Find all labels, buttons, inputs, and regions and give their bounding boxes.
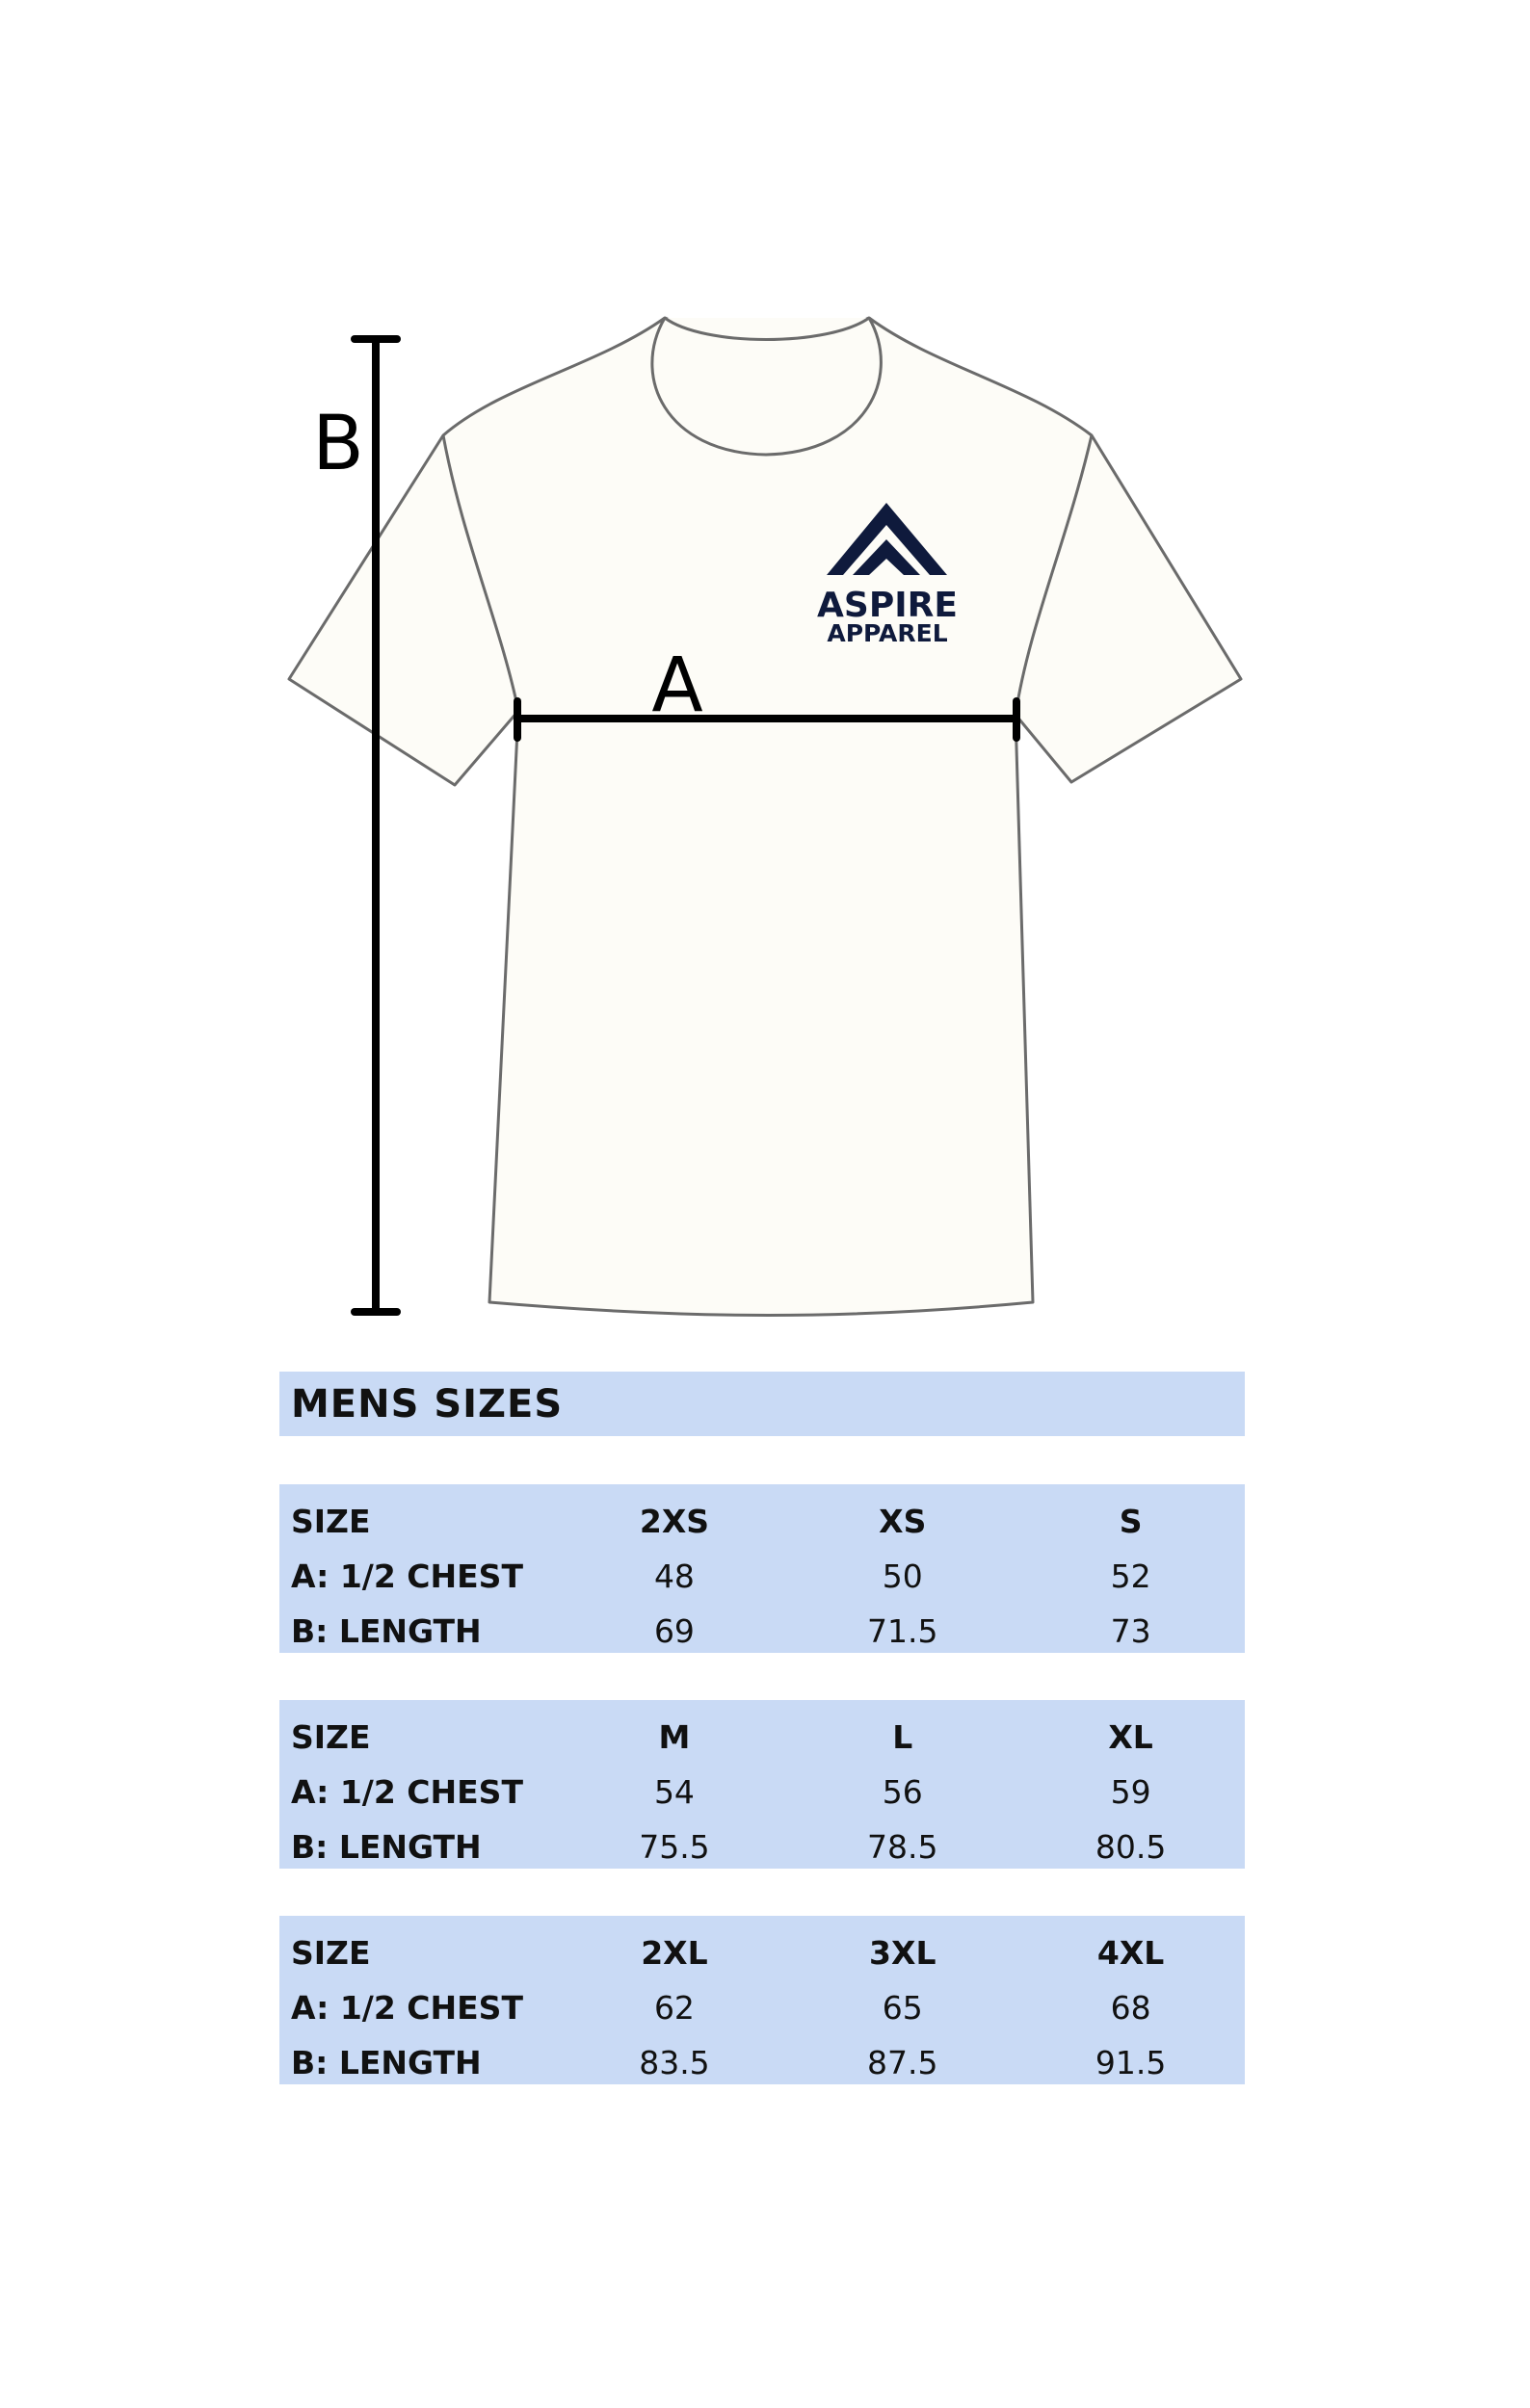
logo-line-1: ASPIRE	[817, 586, 958, 625]
table-row-length	[279, 2035, 1245, 2090]
length-cell: 83.5	[639, 2044, 710, 2081]
chest-cell: 52	[1110, 1557, 1151, 1595]
size-cell: 4XL	[1096, 1934, 1165, 1972]
length-cell: 69	[653, 1612, 695, 1650]
chest-cell: 54	[653, 1773, 695, 1811]
row-label: B: LENGTH	[291, 2044, 482, 2081]
length-cell: 75.5	[639, 1828, 710, 1866]
size-cell: XS	[879, 1503, 927, 1540]
row-label: B: LENGTH	[291, 1612, 482, 1650]
section-title-mens-sizes: MENS SIZES	[279, 1372, 1245, 1436]
logo-line-2: APPAREL	[827, 619, 948, 647]
length-cell: 78.5	[867, 1828, 938, 1866]
table-row-length	[279, 1819, 1245, 1874]
size-table-2	[279, 1700, 1245, 1869]
table-row-length	[279, 1604, 1245, 1659]
chest-cell: 65	[882, 1989, 923, 2027]
tshirt-outline	[289, 318, 1241, 1316]
size-table-1	[279, 1484, 1245, 1653]
chest-cell: 48	[653, 1557, 695, 1595]
chest-cell: 68	[1110, 1989, 1151, 2027]
row-label: SIZE	[291, 1934, 371, 1972]
table-row-chest	[279, 1765, 1245, 1819]
chest-cell: 50	[882, 1557, 923, 1595]
chest-cell: 62	[653, 1989, 695, 2027]
length-cell: 73	[1110, 1612, 1151, 1650]
chest-cell: 59	[1110, 1773, 1151, 1811]
table-row-size	[279, 1925, 1245, 1980]
table-row-size	[279, 1710, 1245, 1765]
length-cell: 71.5	[867, 1612, 938, 1650]
length-cell: 80.5	[1095, 1828, 1167, 1866]
size-table-3	[279, 1916, 1245, 2084]
table-row-chest	[279, 1980, 1245, 2035]
row-label: A: 1/2 CHEST	[291, 1773, 523, 1811]
size-cell: L	[892, 1718, 913, 1756]
table-row-chest	[279, 1549, 1245, 1604]
dimension-label-a: A	[651, 642, 703, 729]
size-cell: 3XL	[869, 1934, 936, 1972]
row-label: A: 1/2 CHEST	[291, 1989, 523, 2027]
row-label: A: 1/2 CHEST	[291, 1557, 523, 1595]
row-label: SIZE	[291, 1718, 371, 1756]
length-cell: 91.5	[1095, 2044, 1167, 2081]
size-cell: XL	[1108, 1718, 1153, 1756]
length-cell: 87.5	[867, 2044, 938, 2081]
chest-cell: 56	[882, 1773, 923, 1811]
row-label: B: LENGTH	[291, 1828, 482, 1866]
row-label: SIZE	[291, 1503, 371, 1540]
table-row-size	[279, 1494, 1245, 1549]
size-cell: 2XL	[641, 1934, 708, 1972]
size-cell: M	[658, 1718, 691, 1756]
dimension-label-b: B	[312, 401, 364, 487]
size-cell: 2XS	[639, 1503, 710, 1540]
size-cell: S	[1119, 1503, 1143, 1540]
